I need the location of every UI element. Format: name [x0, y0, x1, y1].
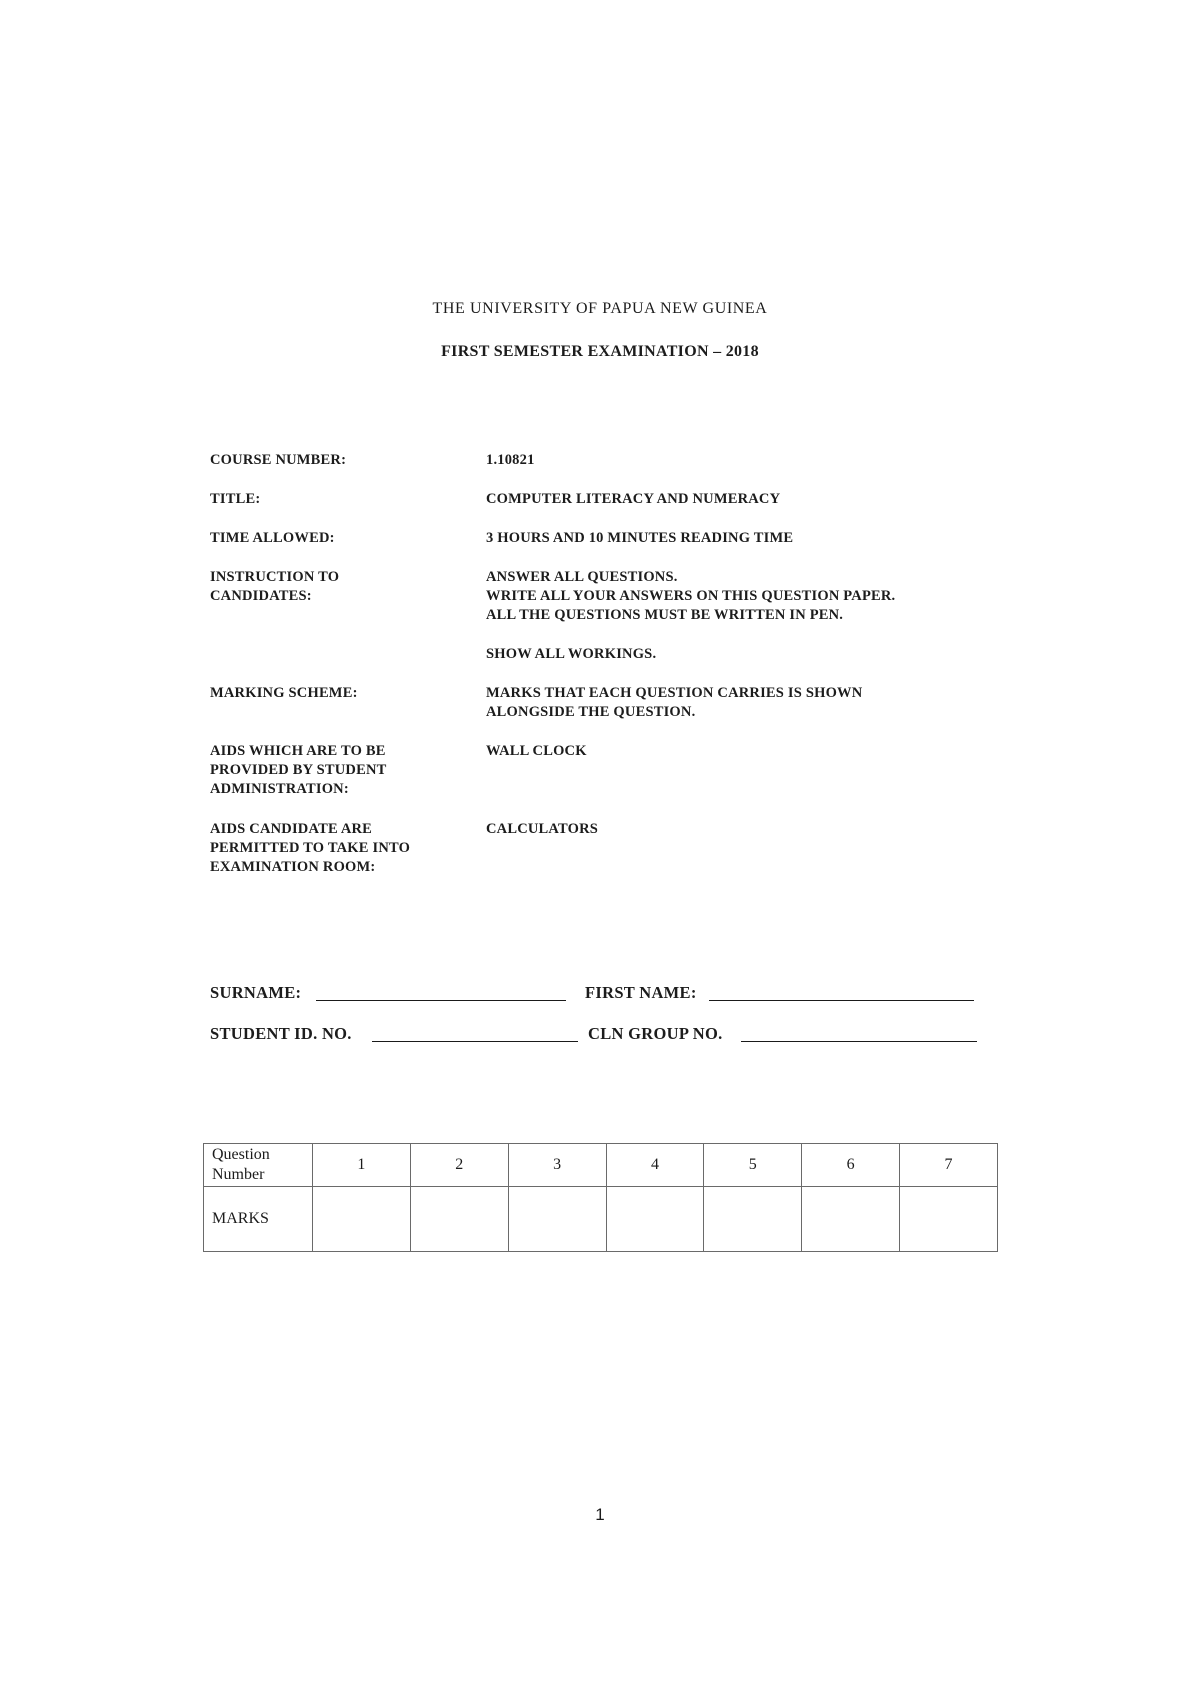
marks-header: MARKS — [204, 1187, 313, 1252]
instruction-line: ALL THE QUESTIONS MUST BE WRITTEN IN PEN. — [486, 607, 844, 623]
marks-cell[interactable] — [802, 1187, 900, 1252]
question-number-row — [204, 1144, 998, 1187]
cln-group-label: CLN GROUP NO. — [588, 1024, 723, 1043]
title-value: COMPUTER LITERACY AND NUMERACY — [486, 491, 781, 507]
aids-permitted-value: CALCULATORS — [486, 821, 599, 837]
aids-provided-value: WALL CLOCK — [486, 743, 587, 759]
marks-cell[interactable] — [508, 1187, 606, 1252]
marks-table — [203, 1143, 998, 1252]
marks-cell[interactable] — [410, 1187, 508, 1252]
cln-group-field[interactable] — [741, 1041, 977, 1042]
question-number-cell: 2 — [410, 1144, 508, 1187]
aids-permitted-label: AIDS CANDIDATE ARE PERMITTED TO TAKE INTO EXAMINATION ROOM: — [210, 821, 411, 875]
marks-cell[interactable] — [704, 1187, 802, 1252]
marks-cell[interactable] — [900, 1187, 998, 1252]
marking-scheme-label: MARKING SCHEME: — [210, 685, 358, 701]
question-number-cell: 7 — [900, 1144, 998, 1187]
marks-cell[interactable] — [606, 1187, 704, 1252]
question-number-cell: 4 — [606, 1144, 704, 1187]
course-number-value: 1.10821 — [486, 452, 535, 468]
page-number: 1 — [595, 1505, 605, 1524]
instruction-label: INSTRUCTION TO CANDIDATES: — [210, 569, 340, 604]
question-number-cell: 1 — [313, 1144, 411, 1187]
student-id-field[interactable] — [372, 1041, 578, 1042]
show-workings-note: SHOW ALL WORKINGS. — [486, 646, 657, 662]
question-number-cell: 5 — [704, 1144, 802, 1187]
question-number-header: Question Number — [204, 1144, 313, 1187]
question-number-cell: 3 — [508, 1144, 606, 1187]
course-number-label: COURSE NUMBER: — [210, 452, 347, 468]
instruction-list — [486, 568, 1026, 625]
exam-title: FIRST SEMESTER EXAMINATION – 2018 — [441, 343, 759, 360]
aids-provided-label: AIDS WHICH ARE TO BE PROVIDED BY STUDENT ADMINISTRATION: — [210, 743, 387, 797]
instruction-line: ANSWER ALL QUESTIONS. — [486, 569, 678, 585]
marking-scheme-value: MARKS THAT EACH QUESTION CARRIES IS SHOWN ALONGSIDE THE QUESTION. — [486, 685, 863, 720]
question-number-cell: 6 — [802, 1144, 900, 1187]
surname-label: SURNAME: — [210, 983, 302, 1002]
time-allowed-value: 3 HOURS AND 10 MINUTES READING TIME — [486, 530, 794, 546]
marks-row — [204, 1187, 998, 1252]
surname-field[interactable] — [316, 1000, 566, 1001]
instruction-line: WRITE ALL YOUR ANSWERS ON THIS QUESTION PAPER. — [486, 588, 896, 604]
marks-cell[interactable] — [313, 1187, 411, 1252]
first-name-field[interactable] — [709, 1000, 974, 1001]
time-allowed-label: TIME ALLOWED: — [210, 530, 335, 546]
first-name-label: FIRST NAME: — [585, 983, 697, 1002]
student-id-label: STUDENT ID. NO. — [210, 1024, 352, 1043]
title-label: TITLE: — [210, 491, 261, 507]
university-name: THE UNIVERSITY OF PAPUA NEW GUINEA — [432, 300, 768, 317]
